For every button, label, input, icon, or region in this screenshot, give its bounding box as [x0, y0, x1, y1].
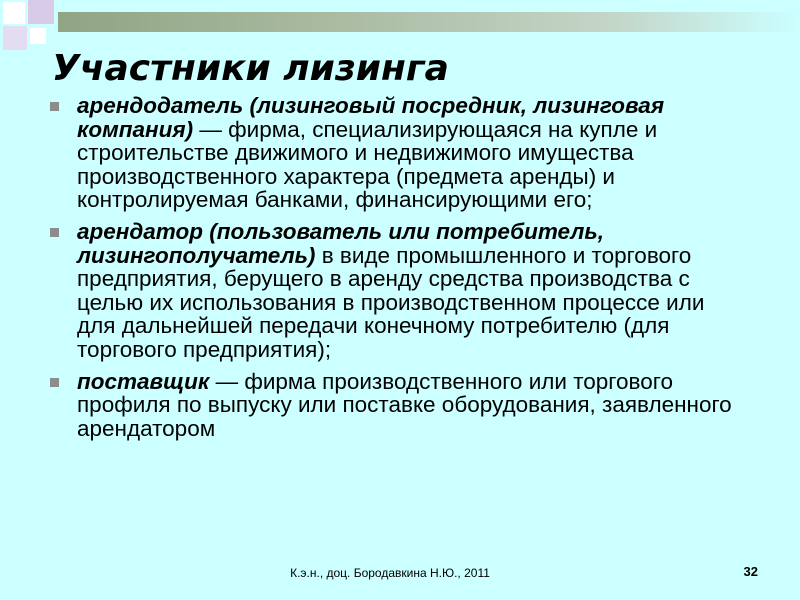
- square-bullet-icon: [50, 378, 59, 387]
- decor-square-4: [30, 28, 46, 44]
- bullet-term: арендодатель (лизинговый посредник, лизинговая компания): [77, 93, 665, 142]
- footer-author: К.э.н., доц. Бородавкина Н.Ю., 2011: [290, 566, 490, 580]
- bullet-list: [48, 94, 748, 448]
- decor-square-3: [3, 26, 27, 50]
- bullet-text: — фирма производственного или торгового профиля по выпуску или поставке оборудования, заявленного арендатором: [77, 368, 732, 441]
- square-bullet-icon: [50, 102, 59, 111]
- bullet-item-lessee: [48, 220, 748, 362]
- slide-title: Участники лизинга: [52, 48, 449, 89]
- bullet-text: — фирма, специализирующаяся на купле и строительстве движимого и недвижимого имущества производственного характера (предмета аренды) и контролируемая банками, финансирующими его;: [77, 116, 658, 213]
- bullet-text: в виде промышленного и торгового предприятия, берущего в аренду средства производства с целью их использования в производственном процессе или для дальнейшей передачи конечному потребителю (для торгового предприятия);: [77, 242, 705, 362]
- bullet-term: поставщик: [77, 368, 210, 394]
- decor-square-2: [28, 0, 54, 24]
- bullet-item-supplier: [48, 370, 748, 441]
- square-bullet-icon: [50, 228, 59, 237]
- decor-square-1: [3, 2, 25, 24]
- bullet-term: арендатор (пользователь или потребитель, лизингополучатель): [77, 218, 604, 268]
- bullet-item-lessor: [48, 94, 748, 212]
- header-gradient-bar: [58, 12, 800, 32]
- slide-number: 32: [743, 564, 758, 579]
